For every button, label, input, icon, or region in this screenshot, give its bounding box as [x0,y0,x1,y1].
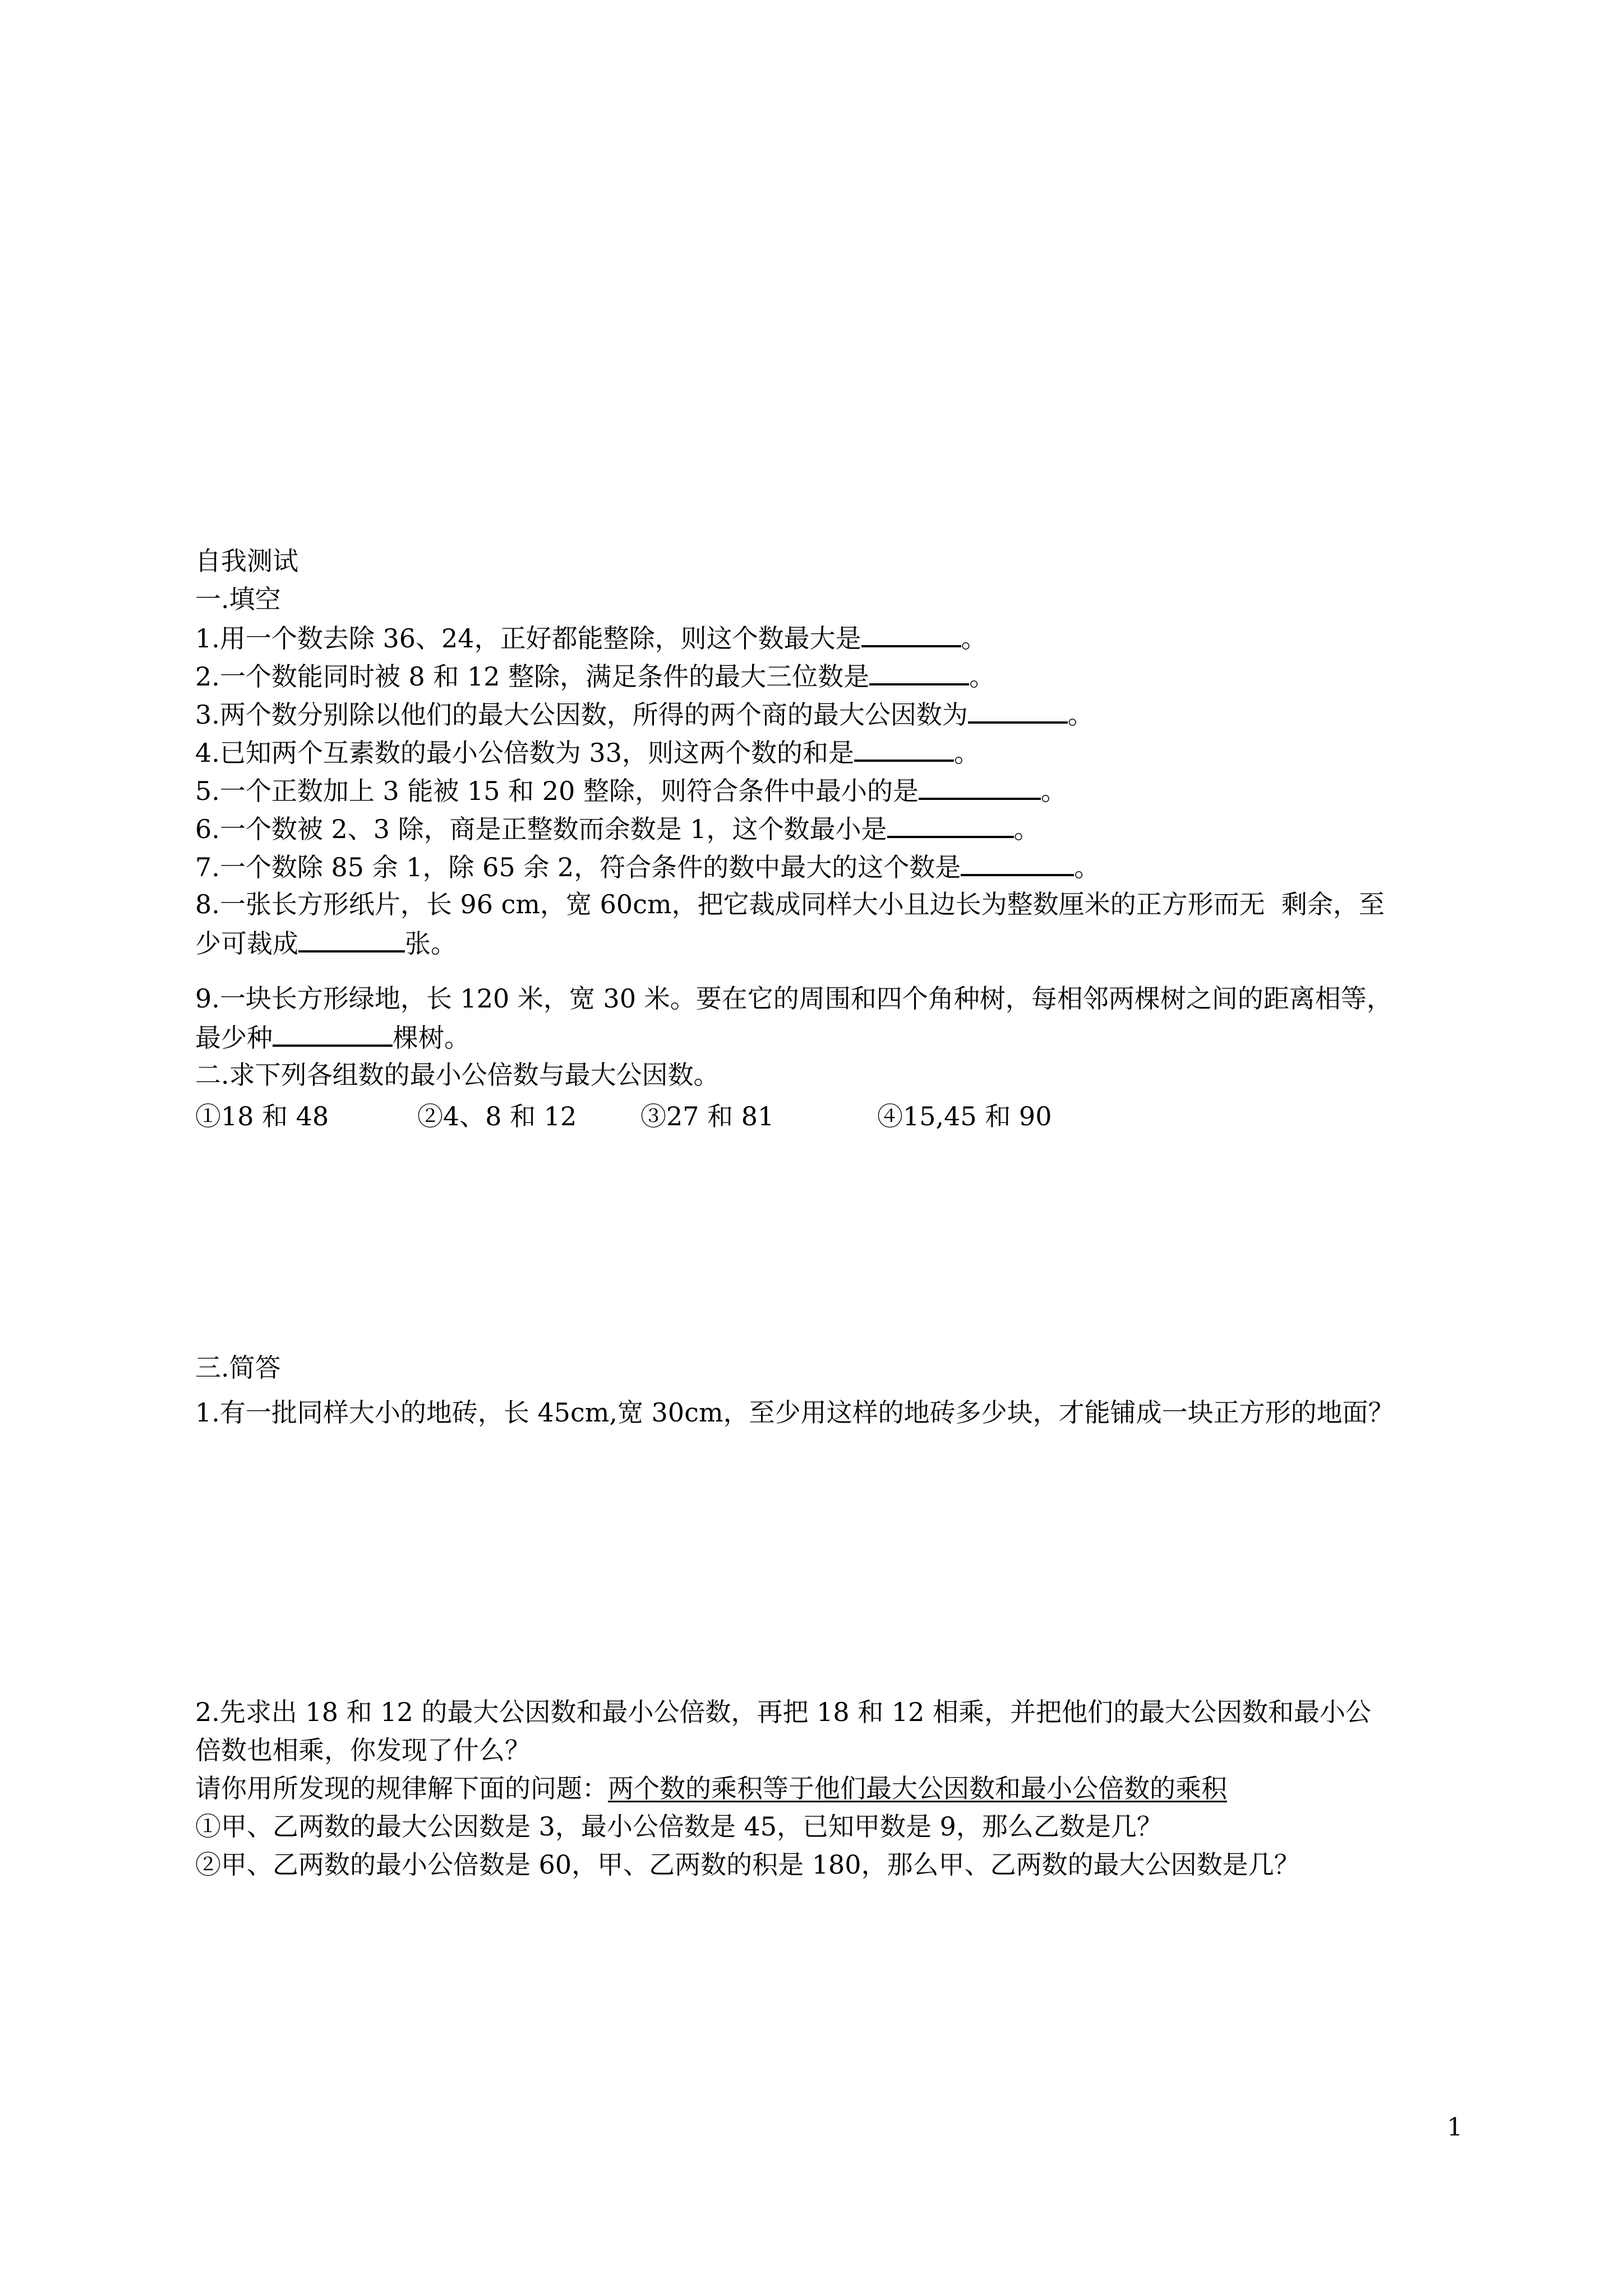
section-fill-in-heading: 一.填空 [195,584,281,614]
option-3: ③27 和 81 [640,1101,774,1131]
fill-in-question-8-line-2: 少可裁成 张。 [195,926,457,960]
fill-in-question-9-line-1: 9.一块长方形绿地，长 120 米，宽 30 米。要在它的周围和四个角种树，每相邻两棵树之间的距离相等， [195,983,1393,1014]
option-4: ④15,45 和 90 [877,1101,1052,1131]
fill-in-question-2: 2.一个数能同时被 8 和 12 整除，满足条件的最大三位数是 。 [195,659,995,693]
answer-blank [854,735,954,762]
answer-blank [919,773,1041,800]
answer-blank [961,849,1074,876]
option-2: ②4、8 和 12 [417,1101,577,1131]
short-answer-question-2-line-1: 2.先求出 18 和 12 的最大公因数和最小公倍数，再把 18 和 12 相乘，并把他们的最大公因数和最小公 [195,1697,1371,1727]
fill-in-question-7: 7.一个数除 85 余 1，除 65 余 2，符合条件的数中最大的这个数是 。 [195,849,1100,884]
answer-blank [887,811,1014,838]
answer-blank [273,1020,393,1047]
sub-question-1: ①甲、乙两数的最大公因数是 3，最小公倍数是 45，已知甲数是 9，那么乙数是几？ [195,1811,1163,1842]
answer-blank [861,620,961,647]
underlined-rule: 两个数的乘积等于他们最大公因数和最小公倍数的乘积 [608,1773,1227,1803]
short-answer-question-1: 1.有一批同样大小的地砖，长 45cm,宽 30cm，至少用这样的地砖多少块，才能铺成一块正方形的地面？ [195,1397,1394,1428]
lcm-gcd-options [195,1099,1052,1133]
fill-in-question-1: 1.用一个数去除 36、24，正好都能整除，则这个数最大是 。 [195,620,987,655]
worksheet-title: 自我测试 [195,546,298,576]
answer-blank [298,926,405,953]
answer-blank [968,697,1068,724]
sub-question-2: ②甲、乙两数的最小公倍数是 60，甲、乙两数的积是 180，那么甲、乙两数的最大公因数是几？ [195,1849,1300,1880]
fill-in-question-3: 3.两个数分别除以他们的最大公因数，所得的两个商的最大公因数为 。 [195,697,1094,731]
fill-in-question-5: 5.一个正数加上 3 能被 15 和 20 整除，则符合条件中最小的是 。 [195,773,1067,808]
rule-prompt: 请你用所发现的规律解下面的问题：两个数的乘积等于他们最大公因数和最小公倍数的乘积 [195,1773,1227,1803]
fill-in-question-9-line-2: 最少种 棵树。 [195,1020,470,1055]
fill-in-question-4: 4.已知两个互素数的最小公倍数为 33，则这两个数的和是 。 [195,735,980,770]
page-number: 1 [1447,2113,1463,2142]
option-1: ①18 和 48 [195,1101,329,1131]
answer-blank [869,659,969,685]
short-answer-question-2-line-2: 倍数也相乘，你发现了什么？ [195,1735,531,1765]
fill-in-question-8-line-1: 8.一张长方形纸片，长 96 cm，宽 60cm，把它裁成同样大小且边长为整数厘米的正方形而无 剩余，至 [195,889,1385,919]
section-lcm-gcd-heading: 二.求下列各组数的最小公倍数与最大公因数。 [195,1060,720,1090]
fill-in-question-6: 6.一个数被 2、3 除，商是正整数而余数是 1，这个数最小是 。 [195,811,1040,846]
section-short-answer-heading: 三.简答 [195,1352,281,1383]
